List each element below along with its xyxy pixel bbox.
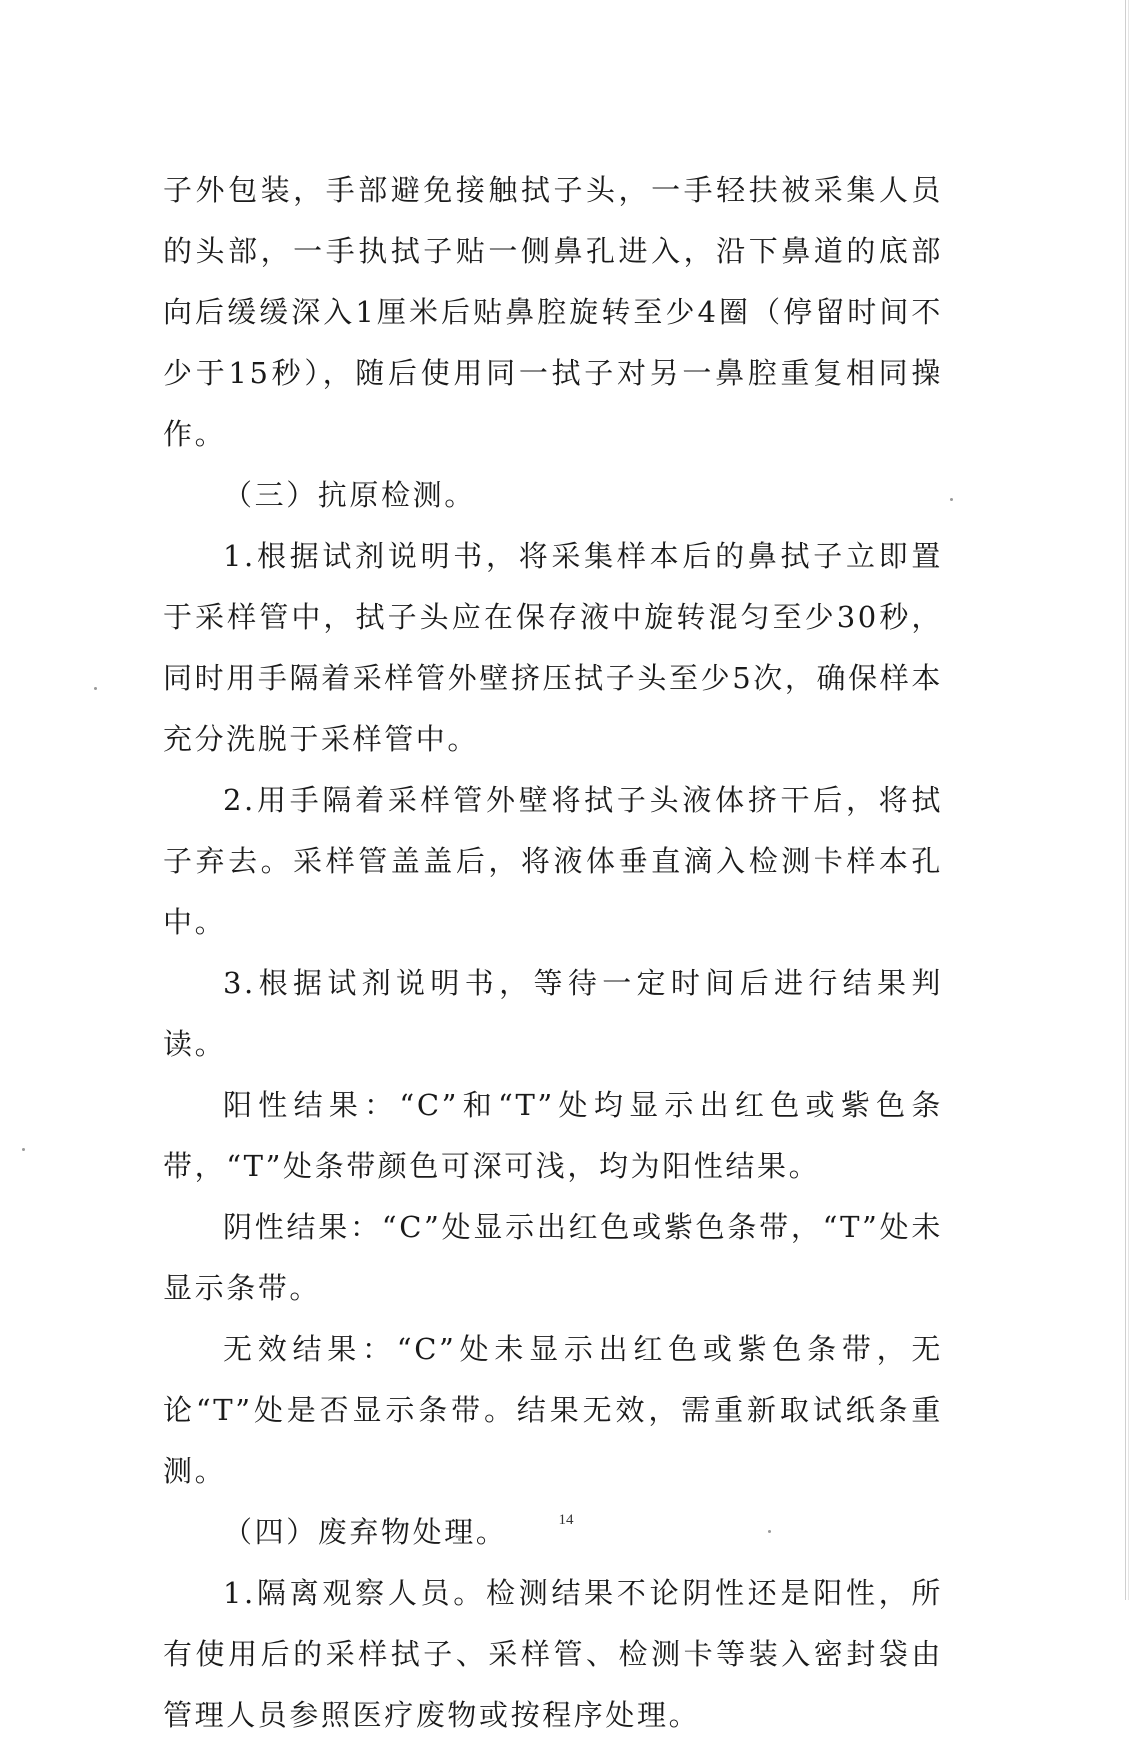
section-heading-antigen-test: （三）抗原检测。 xyxy=(223,478,476,512)
scan-speck xyxy=(94,687,97,690)
paragraph-positive-result: 阳性结果：“C”和“T”处均显示出红色或紫色条带，“T”处条带颜色可深可浅，均为阳性结果。 xyxy=(163,1088,943,1183)
scan-speck xyxy=(950,498,953,501)
paragraph-swab-procedure: 子外包装，手部避免接触拭子头，一手轻扶被采集人员的头部，一手执拭子贴一侧鼻孔进入，沿下鼻道的底部向后缓缓深入1厘米后贴鼻腔旋转至少4圈（停留时间不少于15秒），随后使用同一拭子对另一鼻腔重复相同操作。 xyxy=(163,173,943,451)
paragraph-step-3: 3.根据试剂说明书，等待一定时间后进行结果判读。 xyxy=(163,966,943,1061)
paragraph-step-2: 2.用手隔着采样管外壁将拭子头液体挤干后，将拭子弃去。采样管盖盖后，将液体垂直滴入检测卡样本孔中。 xyxy=(163,783,943,939)
paragraph-step-1: 1.根据试剂说明书，将采集样本后的鼻拭子立即置于采样管中，拭子头应在保存液中旋转混匀至少30秒，同时用手隔着采样管外壁挤压拭子头至少5次，确保样本充分洗脱于采样管中。 xyxy=(163,539,943,756)
paragraph-negative-result: 阴性结果：“C”处显示出红色或紫色条带，“T”处未显示条带。 xyxy=(163,1210,943,1305)
page-number: 14 xyxy=(558,1512,574,1528)
paragraph-invalid-result: 无效结果：“C”处未显示出红色或紫色条带，无论“T”处是否显示条带。结果无效，需重新取试纸条重测。 xyxy=(163,1332,943,1488)
paragraph-waste-step-1: 1.隔离观察人员。检测结果不论阴性还是阳性，所有使用后的采样拭子、采样管、检测卡等装入密封袋由管理人员参照医疗废物或按程序处理。 xyxy=(163,1576,943,1732)
scan-edge-line xyxy=(1125,0,1126,1600)
body-text xyxy=(163,160,943,1746)
scan-edge-line-faint xyxy=(1128,0,1129,1600)
section-heading-waste-disposal: （四）废弃物处理。 xyxy=(223,1515,508,1549)
scan-speck xyxy=(22,1148,25,1151)
